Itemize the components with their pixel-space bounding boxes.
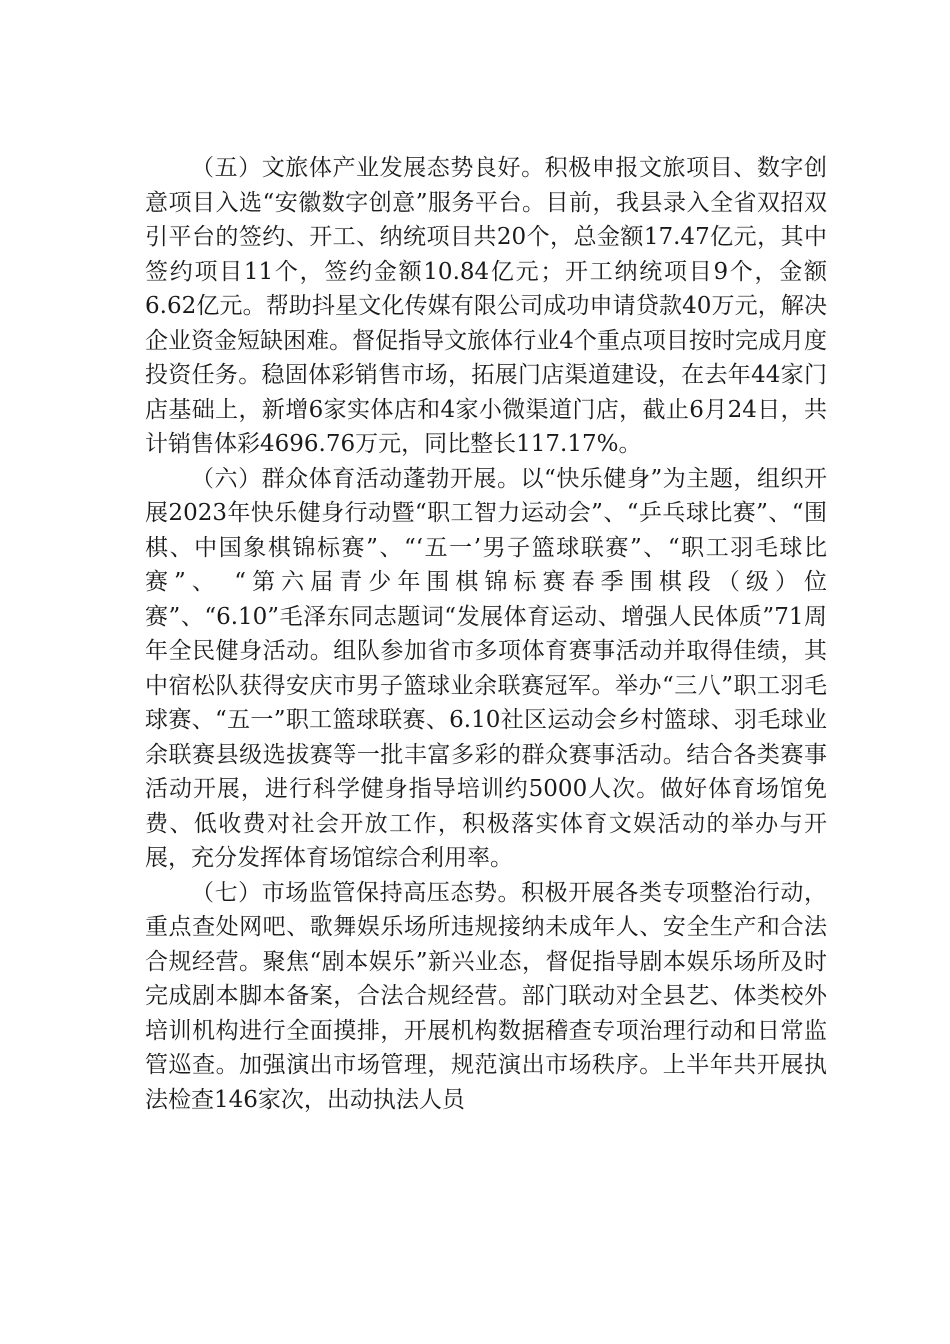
paragraph-mass-sports-activities: （六）群众体育活动蓬勃开展。以“快乐健身”为主题，组织开展2023年快乐健身行动暨“职工智力运动会”、“乒乓球比赛”、“围棋、中国象棋锦标赛”、“‘五一’男子篮球联赛”、“职工羽毛球比赛”、 “第六届青少年围棋锦标赛春季围棋段（级）位赛”、“6.10”毛泽东同志题词“发展体育运动、增强人民体质”71周年全民健身活动。组队参加省市多项体育赛事活动并取得佳绩，其中宿松队获得安庆市男子篮球业余联赛冠军。举办“三八”职工羽毛球赛、“五一”职工篮球联赛、6.10社区运动会乡村篮球、羽毛球业余联赛县级选拔赛等一批丰富多彩的群众赛事活动。结合各类赛事活动开展，进行科学健身指导培训约5000人次。做好体育场馆免费、低收费对社会开放工作，积极落实体育文娱活动的举办与开展，充分发挥体育场馆综合利用率。: [145, 465, 827, 871]
paragraph-culture-tourism-industry: （五）文旅体产业发展态势良好。积极申报文旅项目、数字创意项目入选“安徽数字创意”服务平台。目前，我县录入全省双招双引平台的签约、开工、纳统项目共20个，总金额17.47亿元，其中签约项目11个，签约金额10.84亿元；开工纳统项目9个，金额6.62亿元。帮助抖星文化传媒有限公司成功申请贷款40万元，解决企业资金短缺困难。督促指导文旅体行业4个重点项目按时完成月度投资任务。稳固体彩销售市场，拓展门店渠道建设，在去年44家门店基础上，新增6家实体店和4家小微渠道门店，截止6月24日，共计销售体彩4696.76万元，同比整长117.17%。: [145, 155, 827, 457]
paragraph-market-supervision: （七）市场监管保持高压态势。积极开展各类专项整治行动，重点查处网吧、歌舞娱乐场所违规接纳未成年人、安全生产和合法合规经营。聚焦“剧本娱乐”新兴业态，督促指导剧本娱乐场所及时完成剧本脚本备案，合法合规经营。部门联动对全县艺、体类校外培训机构进行全面摸排，开展机构数据稽查专项治理行动和日常监管巡查。加强演出市场管理，规范演出市场秩序。上半年共开展执法检查146家次，出动执法人员: [145, 879, 827, 1113]
document-page: [145, 151, 827, 1117]
